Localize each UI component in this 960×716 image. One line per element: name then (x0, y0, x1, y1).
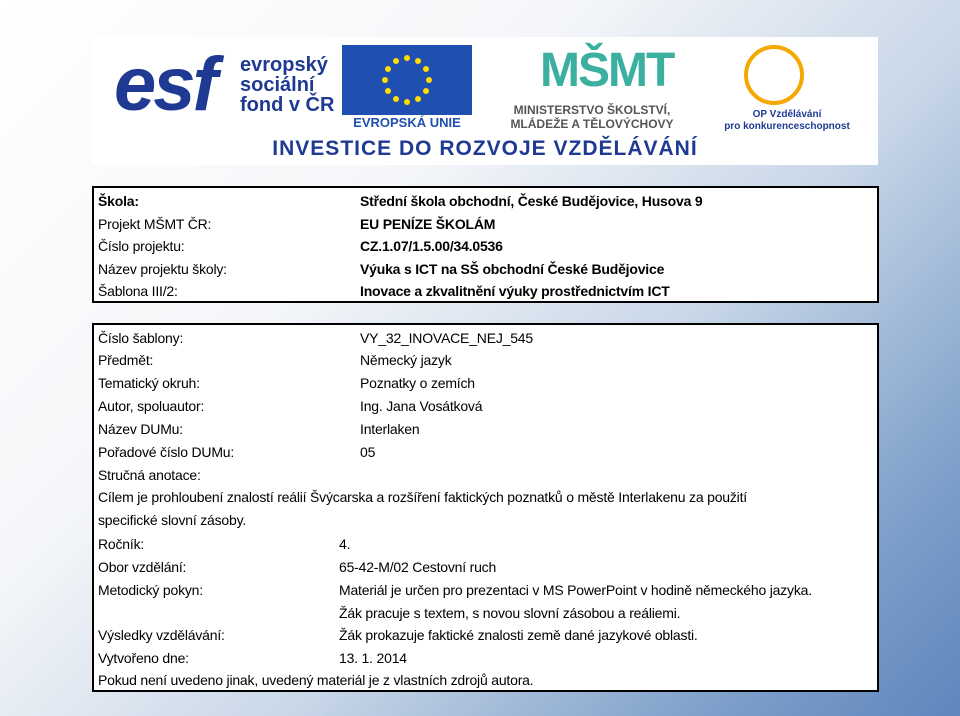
eu-flag-icon (342, 45, 472, 115)
row-label: Šablona III/2: (98, 283, 178, 299)
row-label: Číslo šablony: (98, 330, 184, 346)
annotation-text: Cílem je prohloubení znalostí reálií Švýcarska a rozšíření faktických poznatků o městě Interlakenu za použití (98, 489, 747, 505)
table-row (98, 464, 873, 486)
table-row (98, 556, 873, 578)
table-row (98, 647, 873, 669)
row-value: 05 (360, 444, 376, 460)
table-row (98, 602, 873, 624)
row-value: Německý jazyk (360, 352, 452, 368)
row-label: Výsledky vzdělávání: (98, 627, 225, 643)
table-row (98, 190, 873, 212)
table-row (98, 349, 873, 371)
annotation-text: specifické slovní zásoby. (98, 512, 247, 528)
esf-text-line: evropský (240, 54, 328, 76)
row-label: Ročník: (98, 536, 145, 552)
table-row (98, 624, 873, 646)
op-logo-text (712, 109, 862, 133)
row-value: VY_32_INOVACE_NEJ_545 (360, 330, 533, 346)
row-label: Předmět: (98, 352, 154, 368)
table-row (98, 441, 873, 463)
row-label: Stručná anotace: (98, 467, 201, 483)
eu-label: EVROPSKÁ UNIE (353, 115, 461, 130)
esf-logo: esf (114, 42, 215, 127)
row-value: Ing. Jana Vosátková (360, 398, 483, 414)
table-row (98, 533, 873, 555)
row-value: EU PENÍZE ŠKOLÁM (360, 216, 496, 232)
table-row (98, 669, 873, 691)
table-row (98, 579, 873, 601)
table-row (98, 280, 873, 302)
table-row (98, 395, 873, 417)
row-label: Projekt MŠMT ČR: (98, 216, 212, 232)
annotation-line (98, 486, 873, 508)
row-label: Pořadové číslo DUMu: (98, 444, 235, 460)
investice-banner: INVESTICE DO ROZVOJE VZDĚLÁVÁNÍ (272, 137, 698, 160)
table-row (98, 258, 873, 280)
row-value: 65-42-M/02 Cestovní ruch (339, 559, 497, 575)
msmt-logo-text (482, 103, 702, 131)
row-label: Název DUMu: (98, 421, 183, 437)
esf-logo-text (240, 55, 334, 115)
op-text-line: OP Vzdělávání (752, 109, 822, 120)
row-value: CZ.1.07/1.5.00/34.0536 (360, 238, 503, 254)
row-value: Poznatky o zemích (360, 375, 475, 391)
row-value: Žák prokazuje faktické znalosti země dané jazykové oblasti. (339, 627, 698, 643)
row-value: Výuka s ICT na SŠ obchodní České Budějovice (360, 261, 665, 277)
row-label: Tematický okruh: (98, 375, 200, 391)
row-value: 13. 1. 2014 (339, 650, 407, 666)
row-label: Název projektu školy: (98, 261, 227, 277)
esf-text-line: sociální (240, 74, 315, 96)
annotation-line (98, 509, 873, 531)
op-logo-icon (744, 45, 804, 105)
row-value: Inovace a zkvalitnění výuky prostřednictvím ICT (360, 283, 670, 299)
row-label: Metodický pokyn: (98, 582, 203, 598)
msmt-logo: MŠMT (540, 44, 674, 97)
esf-text-line: fond v ČR (240, 94, 335, 116)
row-label: Číslo projektu: (98, 238, 185, 254)
dum-info-table (92, 323, 879, 692)
row-value: Žák pracuje s textem, s novou slovní zásobou a reáliemi. (339, 605, 681, 621)
msmt-text-line: MINISTERSTVO ŠKOLSTVÍ, (513, 103, 671, 117)
logo-band (92, 37, 878, 165)
table-row (98, 213, 873, 235)
row-label: Autor, spoluautor: (98, 398, 205, 414)
table-row (98, 235, 873, 257)
table-row (98, 372, 873, 394)
row-label: Vytvořeno dne: (98, 650, 189, 666)
row-value: Interlaken (360, 421, 420, 437)
table-row (98, 418, 873, 440)
row-value: Materiál je určen pro prezentaci v MS PowerPoint v hodině německého jazyka. (339, 582, 812, 598)
source-note: Pokud není uvedeno jinak, uvedený materiál je z vlastních zdrojů autora. (98, 672, 534, 688)
row-value: Střední škola obchodní, České Budějovice, Husova 9 (360, 193, 703, 209)
op-text-line: pro konkurenceschopnost (724, 121, 850, 132)
project-info-table (92, 186, 879, 303)
row-label: Obor vzdělání: (98, 559, 187, 575)
row-value: 4. (339, 536, 351, 552)
table-row (98, 327, 873, 349)
row-label: Škola: (98, 193, 139, 209)
msmt-text-line: MLÁDEŽE A TĚLOVÝCHOVY (510, 117, 674, 131)
